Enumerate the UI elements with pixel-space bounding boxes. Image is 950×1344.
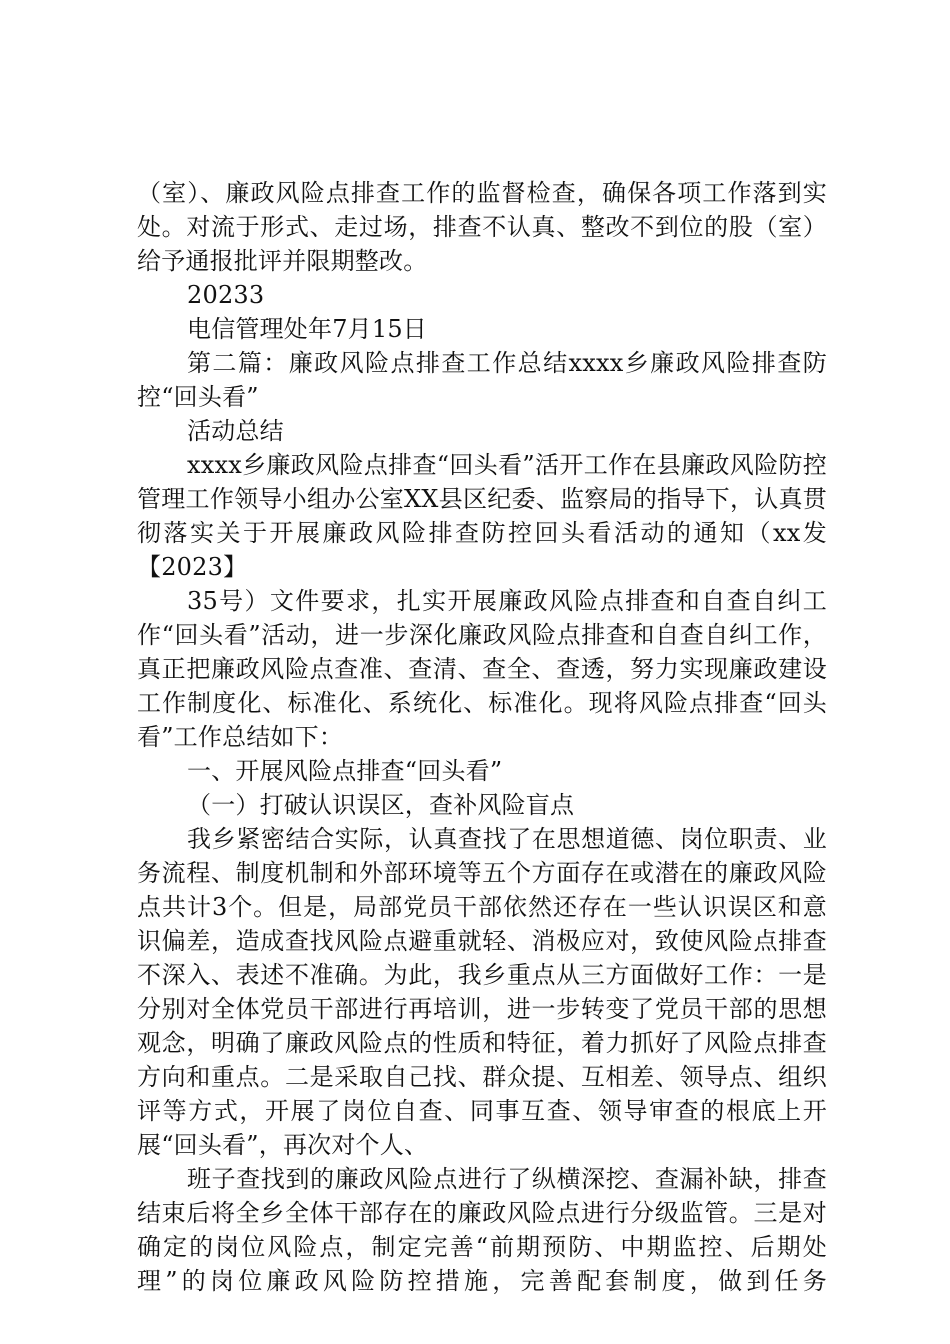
paragraph-subtitle: 活动总结 bbox=[187, 417, 284, 445]
paragraph-signature: 电信管理处年7月15日 bbox=[187, 315, 428, 343]
paragraph-intro: xxxx乡廉政风险点排查“回头看”活开工作在县廉政风险防控管理工作领导小组办公室XX县区纪委、监察局的指导下，认真贯彻落实关于开展廉政风险排查防控回头看活动的通知（xx发【2023】 bbox=[137, 451, 827, 581]
paragraph-chapter-title: 第二篇：廉政风险点排查工作总结xxxx乡廉政风险排查防控“回头看” bbox=[137, 349, 827, 411]
paragraph-1: （室）、廉政风险点排查工作的监督检查，确保各项工作落到实处。对流于形式、走过场，排查不认真、整改不到位的股（室）给予通报批评并限期整改。 bbox=[137, 179, 827, 275]
paragraph-body-1: 我乡紧密结合实际，认真查找了在思想道德、岗位职责、业务流程、制度机制和外部环境等五个方面存在或潜在的廉政风险点共计3个。但是，局部党员干部依然还存在一些认识误区和意识偏差，造成查找风险点避重就轻、消极应对，致使风险点排查不深入、表述不准确。为此，我乡重点从三方面做好工作：一是分别对全体党员干部进行再培训，进一步转变了党员干部的思想观念，明确了廉政风险点的性质和特征，着力抓好了风险点排查方向和重点。二是采取自己找、群众提、互相差、领导点、组织评等方式，开展了岗位自查、同事互查、领导审查的根底上开展“回头看”，再次对个人、 bbox=[137, 825, 827, 1159]
section-heading-1: 一、开展风险点排查“回头看” bbox=[187, 757, 503, 785]
subsection-heading-1: （一）打破认识误区，查补风险盲点 bbox=[187, 791, 575, 819]
paragraph-body-2: 班子查找到的廉政风险点进行了纵横深挖、查漏补缺，排查结束后将全乡全体干部存在的廉政风险点进行分级监管。三是对确定的岗位风险点，制定完善“前期预防、中期监控、后期处理”的岗位廉政风险防控措施，完善配套制度，做到任务 bbox=[137, 1165, 827, 1295]
paragraph-date-code: 20233 bbox=[187, 281, 265, 309]
paragraph-requirements: 35号）文件要求，扎实开展廉政风险点排查和自查自纠工作“回头看”活动，进一步深化廉政风险点排查和自查自纠工作，真正把廉政风险点查准、查清、查全、查透，努力实现廉政建设工作制度化、标准化、系统化、标准化。现将风险点排查“回头看”工作总结如下： bbox=[137, 587, 827, 751]
document-body bbox=[137, 176, 827, 1298]
